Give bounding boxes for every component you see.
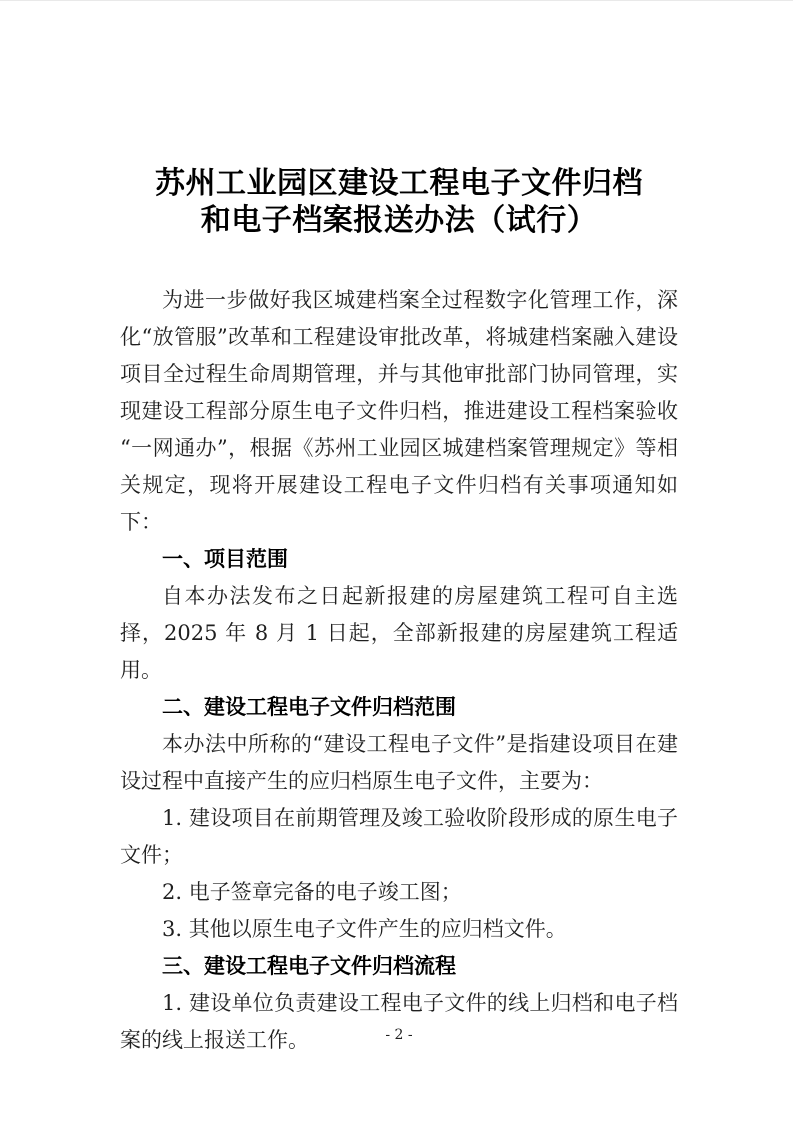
section-2-item-1: 1. 建设项目在前期管理及竣工验收阶段形成的原生电子文件；	[120, 806, 678, 867]
intro-paragraph: 为进一步做好我区城建档案全过程数字化管理工作，深化“放管服”改革和工程建设审批改革，将城建档案融入建设项目全过程生命周期管理，并与其他审批部门协同管理，实现建设工程部分原生电子文件归档，推进建设工程档案验收“一网通办”，根据《苏州工业园区城建档案管理规定》等相关规定，现将开展建设工程电子文件归档有关事项通知如下：	[120, 288, 678, 534]
section-heading-1: 一、项目范围	[162, 547, 288, 571]
content-block	[120, 165, 678, 1059]
section-2-item-3: 3. 其他以原生电子文件产生的应归档文件。	[162, 917, 567, 941]
document-title	[120, 165, 678, 239]
document-title-line-2: 和电子档案报送办法（试行）	[200, 203, 598, 238]
section-heading-3: 三、建设工程电子文件归档流程	[162, 954, 456, 978]
page-number: - 2 -	[385, 1027, 413, 1043]
section-2-paragraph: 本办法中所称的“建设工程电子文件”是指建设项目在建设过程中直接产生的应归档原生电子文件，主要为：	[120, 732, 678, 793]
document-title-line-1: 苏州工业园区建设工程电子文件归档	[155, 166, 643, 201]
section-heading-2: 二、建设工程电子文件归档范围	[162, 695, 456, 719]
section-3-item-1: 1. 建设单位负责建设工程电子文件的线上归档和电子档案的线上报送工作。	[120, 991, 678, 1052]
document-body	[120, 282, 678, 1059]
section-2-item-2: 2. 电子签章完备的电子竣工图；	[162, 880, 462, 904]
section-1-paragraph: 自本办法发布之日起新报建的房屋建筑工程可自主选择，2025 年 8 月 1 日起，全部新报建的房屋建筑工程适用。	[120, 584, 678, 682]
